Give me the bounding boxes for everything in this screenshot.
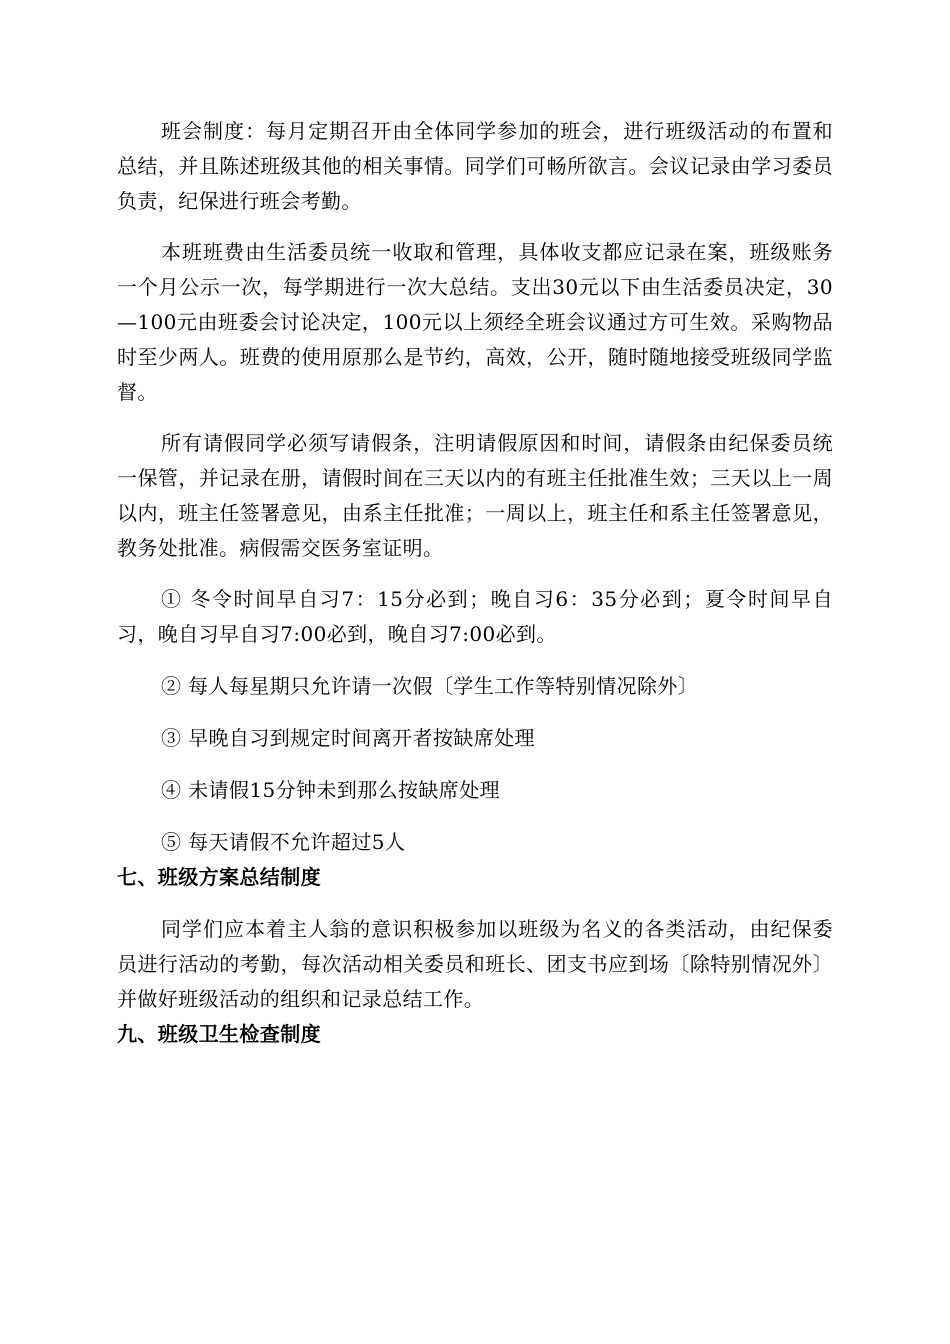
section-heading-7: 七、班级方案总结制度 <box>117 865 321 889</box>
rule-item-4: ④ 未请假15分钟未到那么按缺席处理 <box>161 778 501 802</box>
paragraph-leave-policy: 所有请假同学必须写请假条，注明请假原因和时间，请假条由纪保委员统一保管，并记录在册，请假时间在三天以内的有班主任批准生效；三天以上一周以内，班主任签署意见，由系主任批准；一周以上，班主任和系主任签署意见，教务处批准。病假需交医务室证明。 <box>117 431 833 560</box>
rule-item-1: ① 冬令时间早自习7：15分必到；晚自习6：35分必到；夏令时间早自习，晚自习早自习7:00必到，晚自习7:00必到。 <box>117 587 833 646</box>
paragraph-activity-summary: 同学们应本着主人翁的意识积极参加以班级为名义的各类活动，由纪保委员进行活动的考勤，每次活动相关委员和班长、团支书应到场〔除特别情况外〕并做好班级活动的组织和记录总结工作。 <box>117 917 833 1011</box>
section-heading-9: 九、班级卫生检查制度 <box>117 1022 321 1046</box>
rule-item-3: ③ 早晚自习到规定时间离开者按缺席处理 <box>161 726 535 750</box>
rule-item-5: ⑤ 每天请假不允许超过5人 <box>161 830 406 854</box>
document-page <box>117 114 833 1052</box>
paragraph-class-fees: 本班班费由生活委员统一收取和管理，具体收支都应记录在案，班级账务一个月公示一次，每学期进行一次大总结。支出30元以下由生活委员决定，30—100元由班委会讨论决定，100元以上须经全班会议通过方可生效。采购物品时至少两人。班费的使用原那么是节约，高效，公开，随时随地接受班级同学监督。 <box>117 240 833 404</box>
rule-item-2: ② 每人每星期只允许请一次假〔学生工作等特别情况除外〕 <box>161 674 699 698</box>
paragraph-class-meeting: 班会制度：每月定期召开由全体同学参加的班会，进行班级活动的布置和总结，并且陈述班级其他的相关事情。同学们可畅所欲言。会议记录由学习委员负责，纪保进行班会考勤。 <box>117 119 833 213</box>
